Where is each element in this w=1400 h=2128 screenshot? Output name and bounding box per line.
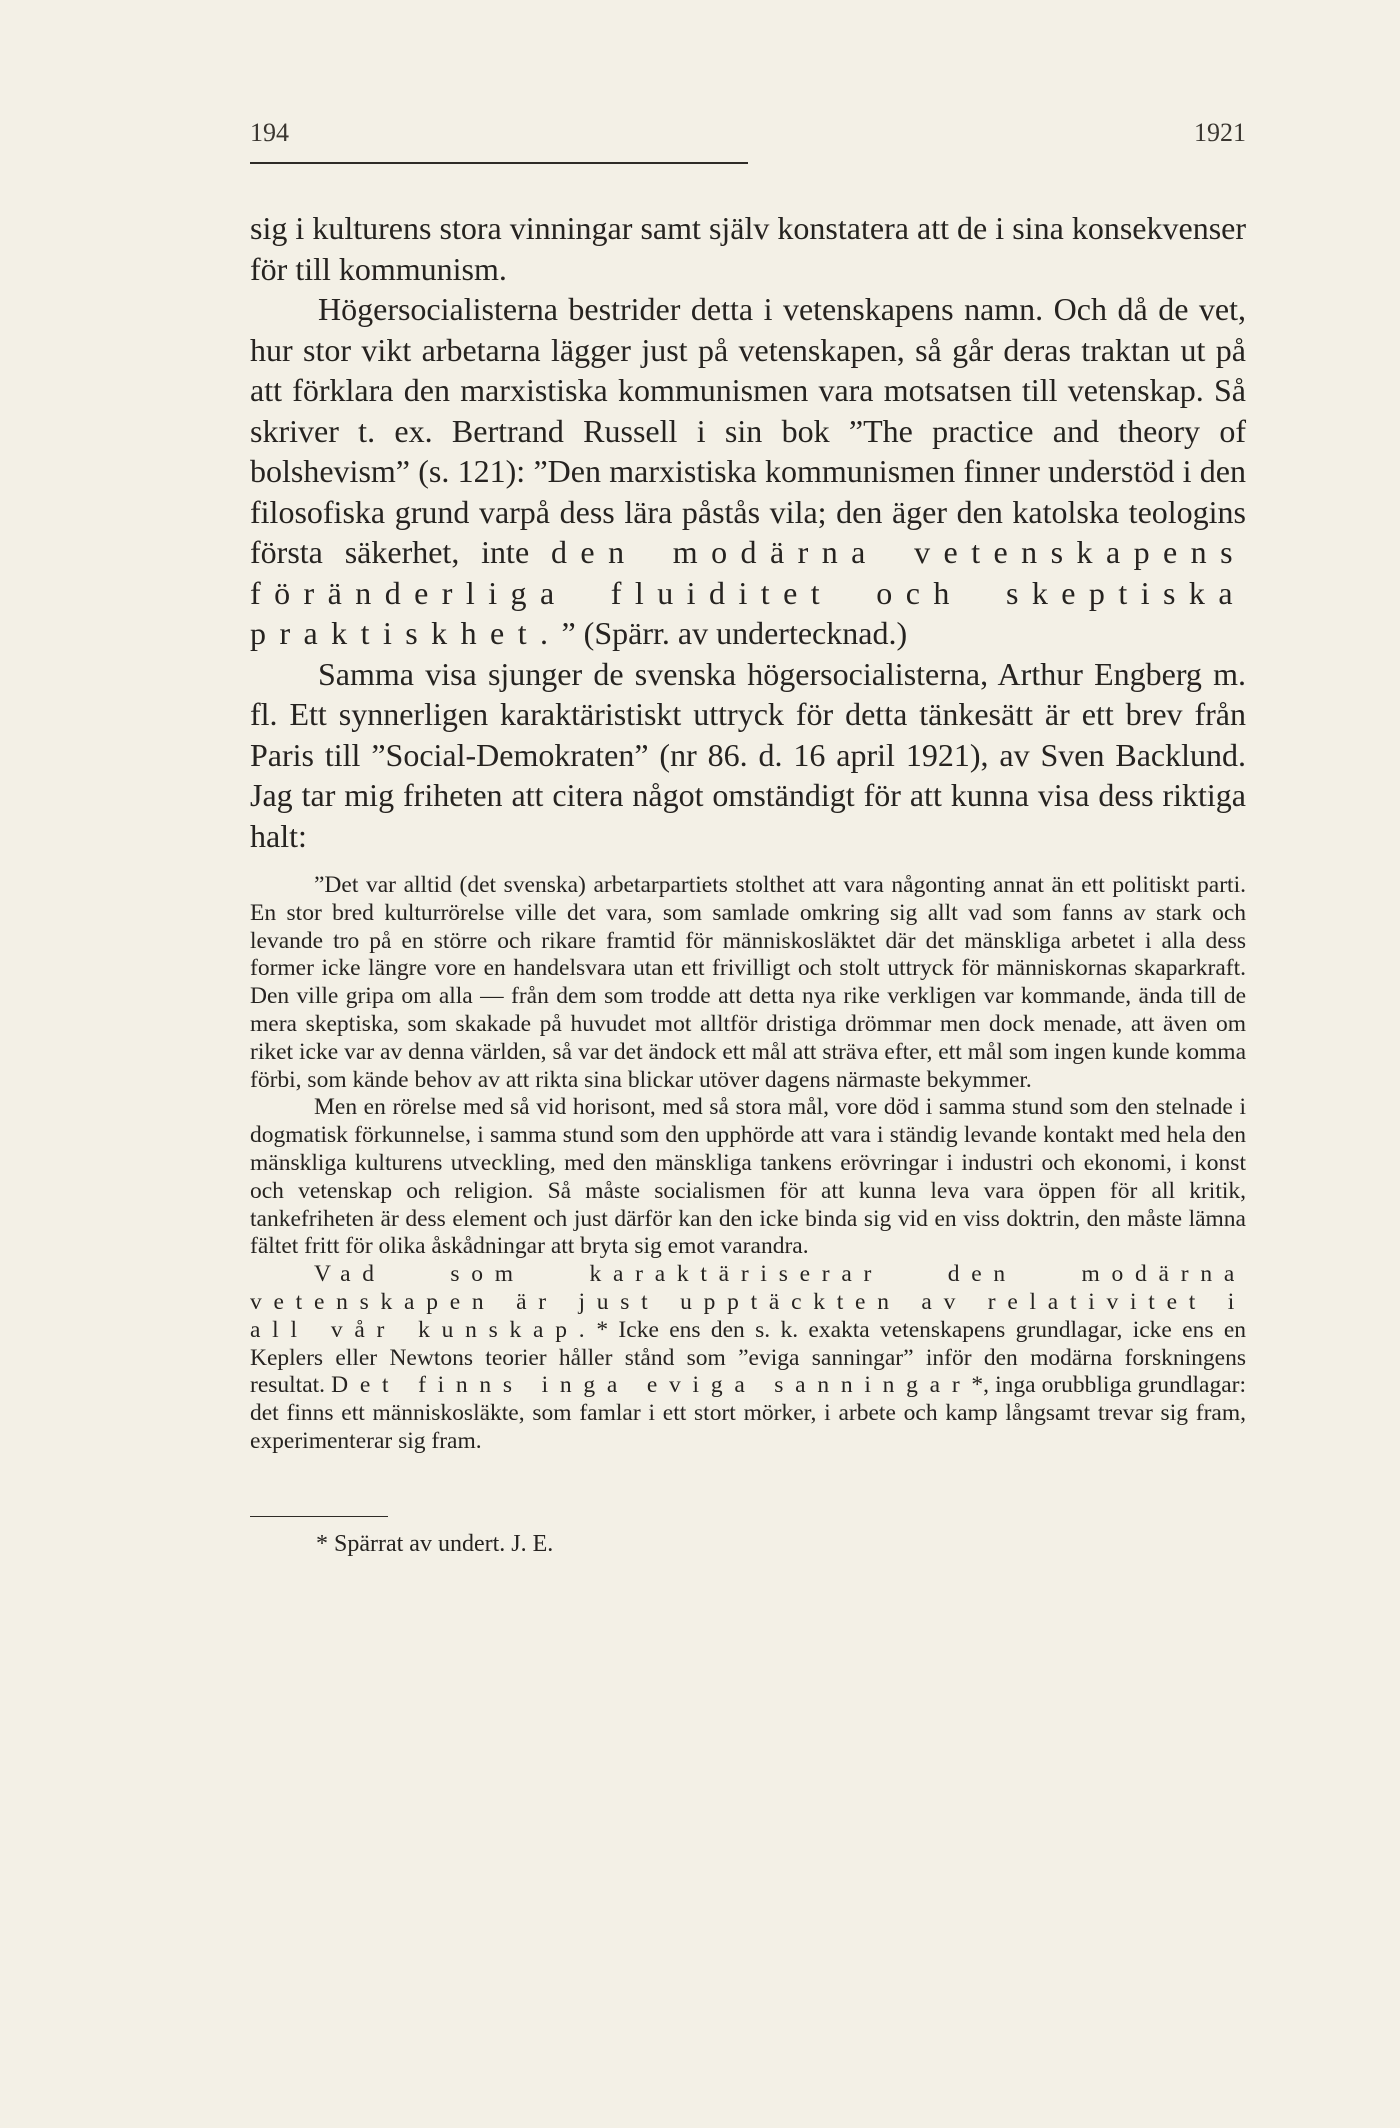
running-head [250, 118, 1246, 156]
year-label: 1921 [1194, 118, 1246, 147]
header-rule [250, 162, 748, 164]
quote-paragraph-1: ”Det var alltid (det svenska) arbetarpartiets stolthet att vara någonting annat än ett politiskt parti. En stor bred kulturrörelse ville det vara, som samlade omkring sig allt vad som fanns av stark och levande tro på en större och rikare framtid för människosläktet där det mänskliga arbetet i alla dess former icke längre vore en handelsvara utan ett frivilligt och stolt uttryck för människornas skaparkraft. Den ville gripa om alla — från dem som trodde att detta nya rike verkligen var kommande, ända till de mera skeptiska, som skakade på huvudet mot alltför dristiga drömmar men dock menade, att även om riket icke var av denna världen, så var det ändock ett mål att sträva efter, ett mål som ingen kunde komma förbi, som kände behov av att rikta sina blickar utöver dagens närmaste bekymmer. [250, 872, 1246, 1093]
quote-paragraph-3-end: *, inga orubbliga grundlagar: det finns ett människosläkte, som famlar i ett stort mörker, i arbete och kamp långsamt trevar sig fram, experimenterar sig fram. [250, 1372, 1246, 1454]
paragraph-russell-text: Högersocialisterna bestrider detta i vetenskapens namn. Och då de vet, hur stor vikt arbetarna lägger just på vetenskapen, så går deras traktan ut på att förklara den marxistiska kommunismen vara motsatsen till vetenskap. Så skriver t. ex. Bertrand Russell i sin bok ”The practice and theory of bolshevism” (s. 121): ”Den marxistiska kommunismen finner understöd i den filosofiska grund varpå dess lära påstås vila; den äger den katolska teologins första säkerhet, inte [250, 291, 1246, 570]
quote-paragraph-3 [250, 1261, 1246, 1456]
paragraph-russell-end: ” (Spärr. av undertecknad.) [561, 615, 908, 651]
quote-spaced-emphasis-2: Det finns inga eviga sanningar [331, 1372, 972, 1399]
block-quote [250, 872, 1246, 1456]
quote-paragraph-3-text: * Icke ens den s. k. exakta vetenskapens grundlagar, icke ens en Keplers eller Newtons teorier håller stånd som ”eviga sanningar” inför den modärna forskningens resultat. [250, 1316, 1246, 1399]
paragraph-continuation: sig i kulturens stora vinningar samt själv konstatera att de i sina konsekvenser för till kommunism. [250, 210, 1246, 287]
footnote: * Spärrat av undert. J. E. [316, 1530, 554, 1557]
quote-spaced-emphasis: Vad som karaktäriserar den modärna vetenskapen är just upptäckten av relativitet i all vår kunskap. [250, 1261, 1246, 1343]
document-page [250, 118, 1246, 1559]
page-number: 194 [250, 118, 289, 147]
spaced-emphasis: den modärna vetenskapens föränderliga fluiditet och skeptiska praktiskhet. [250, 534, 1246, 651]
quote-paragraph-2: Men en rörelse med så vid horisont, med så stora mål, vore död i samma stund som den stelnade i dogmatisk förkunnelse, i samma stund som den upphörde att vara i ständig levande kontakt med hela den mänskliga kulturens utveckling, med den mänskliga tankens erövringar i industri och ekonomi, i konst och vetenskap och religion. Så måste socialismen för att kunna leva vara öppen för all kritik, tankefriheten är dess element och just därför kan den icke binda sig vid en viss doktrin, den måste lämna fältet fritt för olika åskådningar att bryta sig emot varandra. [250, 1094, 1246, 1260]
paragraph-russell [250, 289, 1246, 654]
paragraph-engberg: Samma visa sjunger de svenska högersocialisterna, Arthur Engberg m. fl. Ett synnerligen karaktäristiskt uttryck för detta tänkesätt är ett brev från Paris till ”Social-Demokraten” (nr 86. d. 16 april 1921), av Sven Backlund. Jag tar mig friheten att citera något omständigt för att kunna visa dess riktiga halt: [250, 655, 1246, 854]
footnote-rule [250, 1516, 388, 1517]
main-text [250, 208, 1246, 856]
